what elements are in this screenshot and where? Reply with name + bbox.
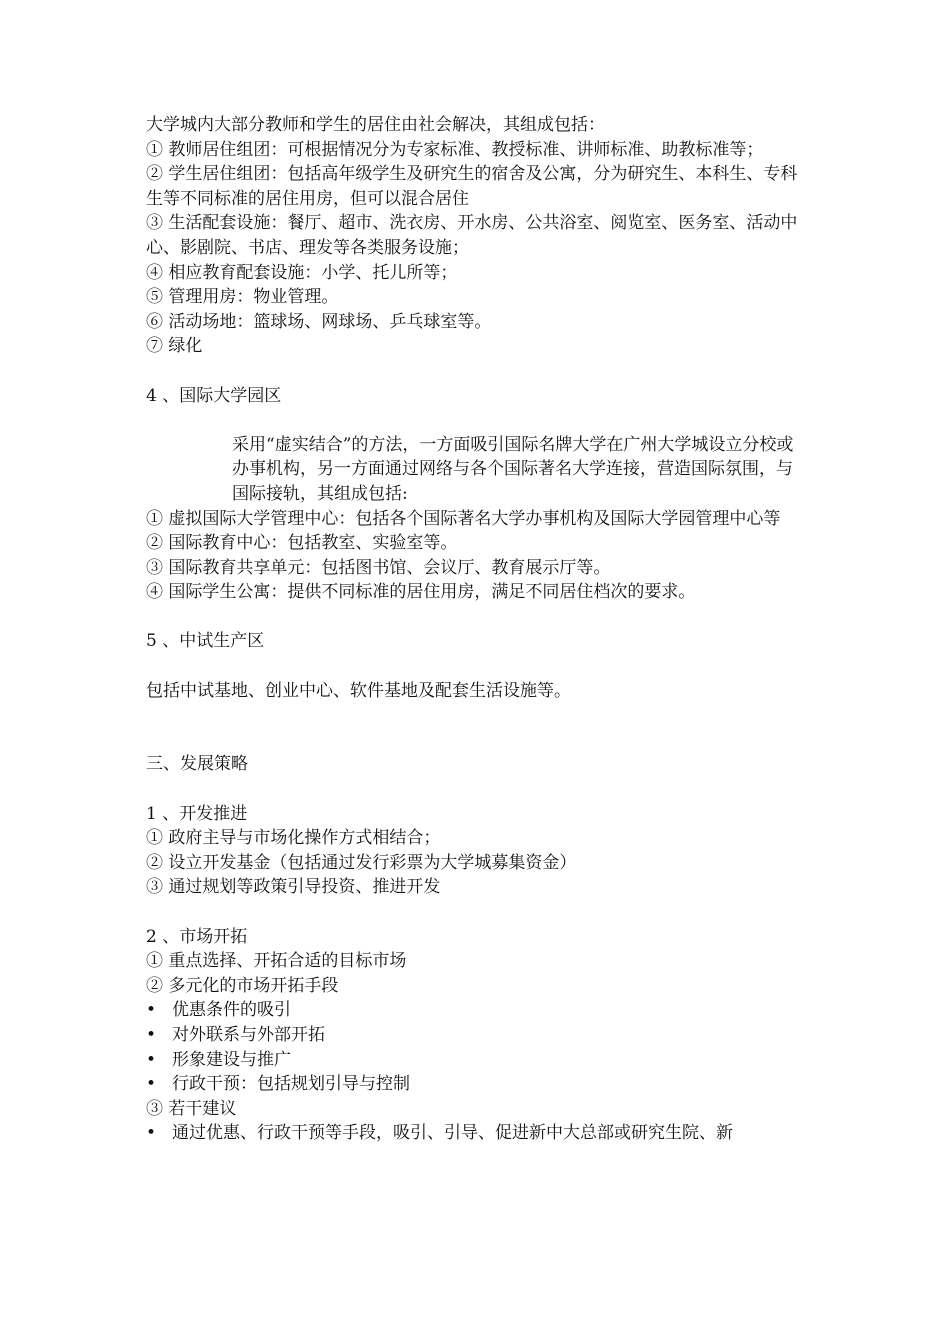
document-page: [146, 113, 808, 1146]
bullet-text: 行政干预：包括规划引导与控制: [172, 1074, 410, 1095]
bullet-icon: •: [146, 1074, 157, 1095]
list-item: ① 政府主导与市场化操作方式相结合；: [146, 828, 441, 849]
list-item: ② 设立开发基金（包括通过发行彩票为大学城募集资金）: [146, 852, 577, 873]
section-heading: 5 、中试生产区: [146, 631, 265, 652]
subsection-heading: 1 、开发推进: [146, 803, 248, 824]
list-item: ④ 国际学生公寓：提供不同标准的居住用房，满足不同居住档次的要求。: [146, 582, 696, 603]
bullet-icon: •: [146, 1123, 157, 1144]
bullet-item: [146, 1072, 808, 1097]
bullet-text: 对外联系与外部开拓: [172, 1024, 325, 1045]
list-item: ② 国际教育中心：包括教室、实验室等。: [146, 533, 458, 554]
bullet-icon: •: [146, 1049, 157, 1070]
bullet-item: [146, 998, 808, 1023]
list-item: ③ 通过规划等政策引导投资、推进开发: [146, 877, 441, 898]
list-item: ② 学生居住组团：包括高年级学生及研究生的宿舍及公寓，分为研究生、本科生、专科生等不同标准的居住用房，但可以混合居住: [146, 164, 798, 209]
list-item: ① 重点选择、开拓合适的目标市场: [146, 951, 407, 972]
paragraph: 采用“虚实结合”的方法，一方面吸引国际名牌大学在广州大学城设立分校或办事机构，另一方面通过网络与各个国际著名大学连接，营造国际氛围，与国际接轨，其组成包括:: [232, 434, 794, 504]
part-heading: 三、发展策略: [146, 754, 248, 775]
bullet-text: 形象建设与推广: [172, 1049, 291, 1070]
list-item: ⑥ 活动场地：篮球场、网球场、乒乓球室等。: [146, 311, 492, 332]
paragraph: 包括中试基地、创业中心、软件基地及配套生活设施等。: [146, 680, 571, 701]
bullet-icon: •: [146, 1024, 157, 1045]
section-heading: 4 、国际大学园区: [146, 385, 282, 406]
list-item: ③ 若干建议: [146, 1098, 237, 1119]
bullet-icon: •: [146, 1000, 157, 1021]
list-item: ③ 国际教育共享单元：包括图书馆、会议厅、教育展示厅等。: [146, 557, 611, 578]
bullet-text: 通过优惠、行政干预等手段，吸引、引导、促进新中大总部或研究生院、新: [172, 1123, 733, 1144]
list-item: ④ 相应教育配套设施：小学、托儿所等；: [146, 262, 458, 283]
list-item: ② 多元化的市场开拓手段: [146, 975, 339, 996]
bullet-item: [146, 1048, 808, 1073]
subsection-heading: 2 、市场开拓: [146, 926, 248, 947]
bullet-item: [146, 1121, 808, 1146]
bullet-item: [146, 1023, 808, 1048]
list-item: ⑤ 管理用房：物业管理。: [146, 287, 339, 308]
bullet-text: 优惠条件的吸引: [172, 1000, 291, 1021]
list-item: ⑦ 绿化: [146, 336, 203, 357]
list-item: ① 虚拟国际大学管理中心：包括各个国际著名大学办事机构及国际大学园管理中心等: [146, 508, 781, 529]
list-item: ③ 生活配套设施：餐厅、超市、洗衣房、开水房、公共浴室、阅览室、医务室、活动中心、影剧院、书店、理发等各类服务设施；: [146, 213, 798, 258]
section-intro: 大学城内大部分教师和学生的居住由社会解决，其组成包括：: [146, 115, 605, 135]
list-item: ① 教师居住组团：可根据情况分为专家标准、教授标准、讲师标准、助教标准等；: [146, 139, 764, 160]
